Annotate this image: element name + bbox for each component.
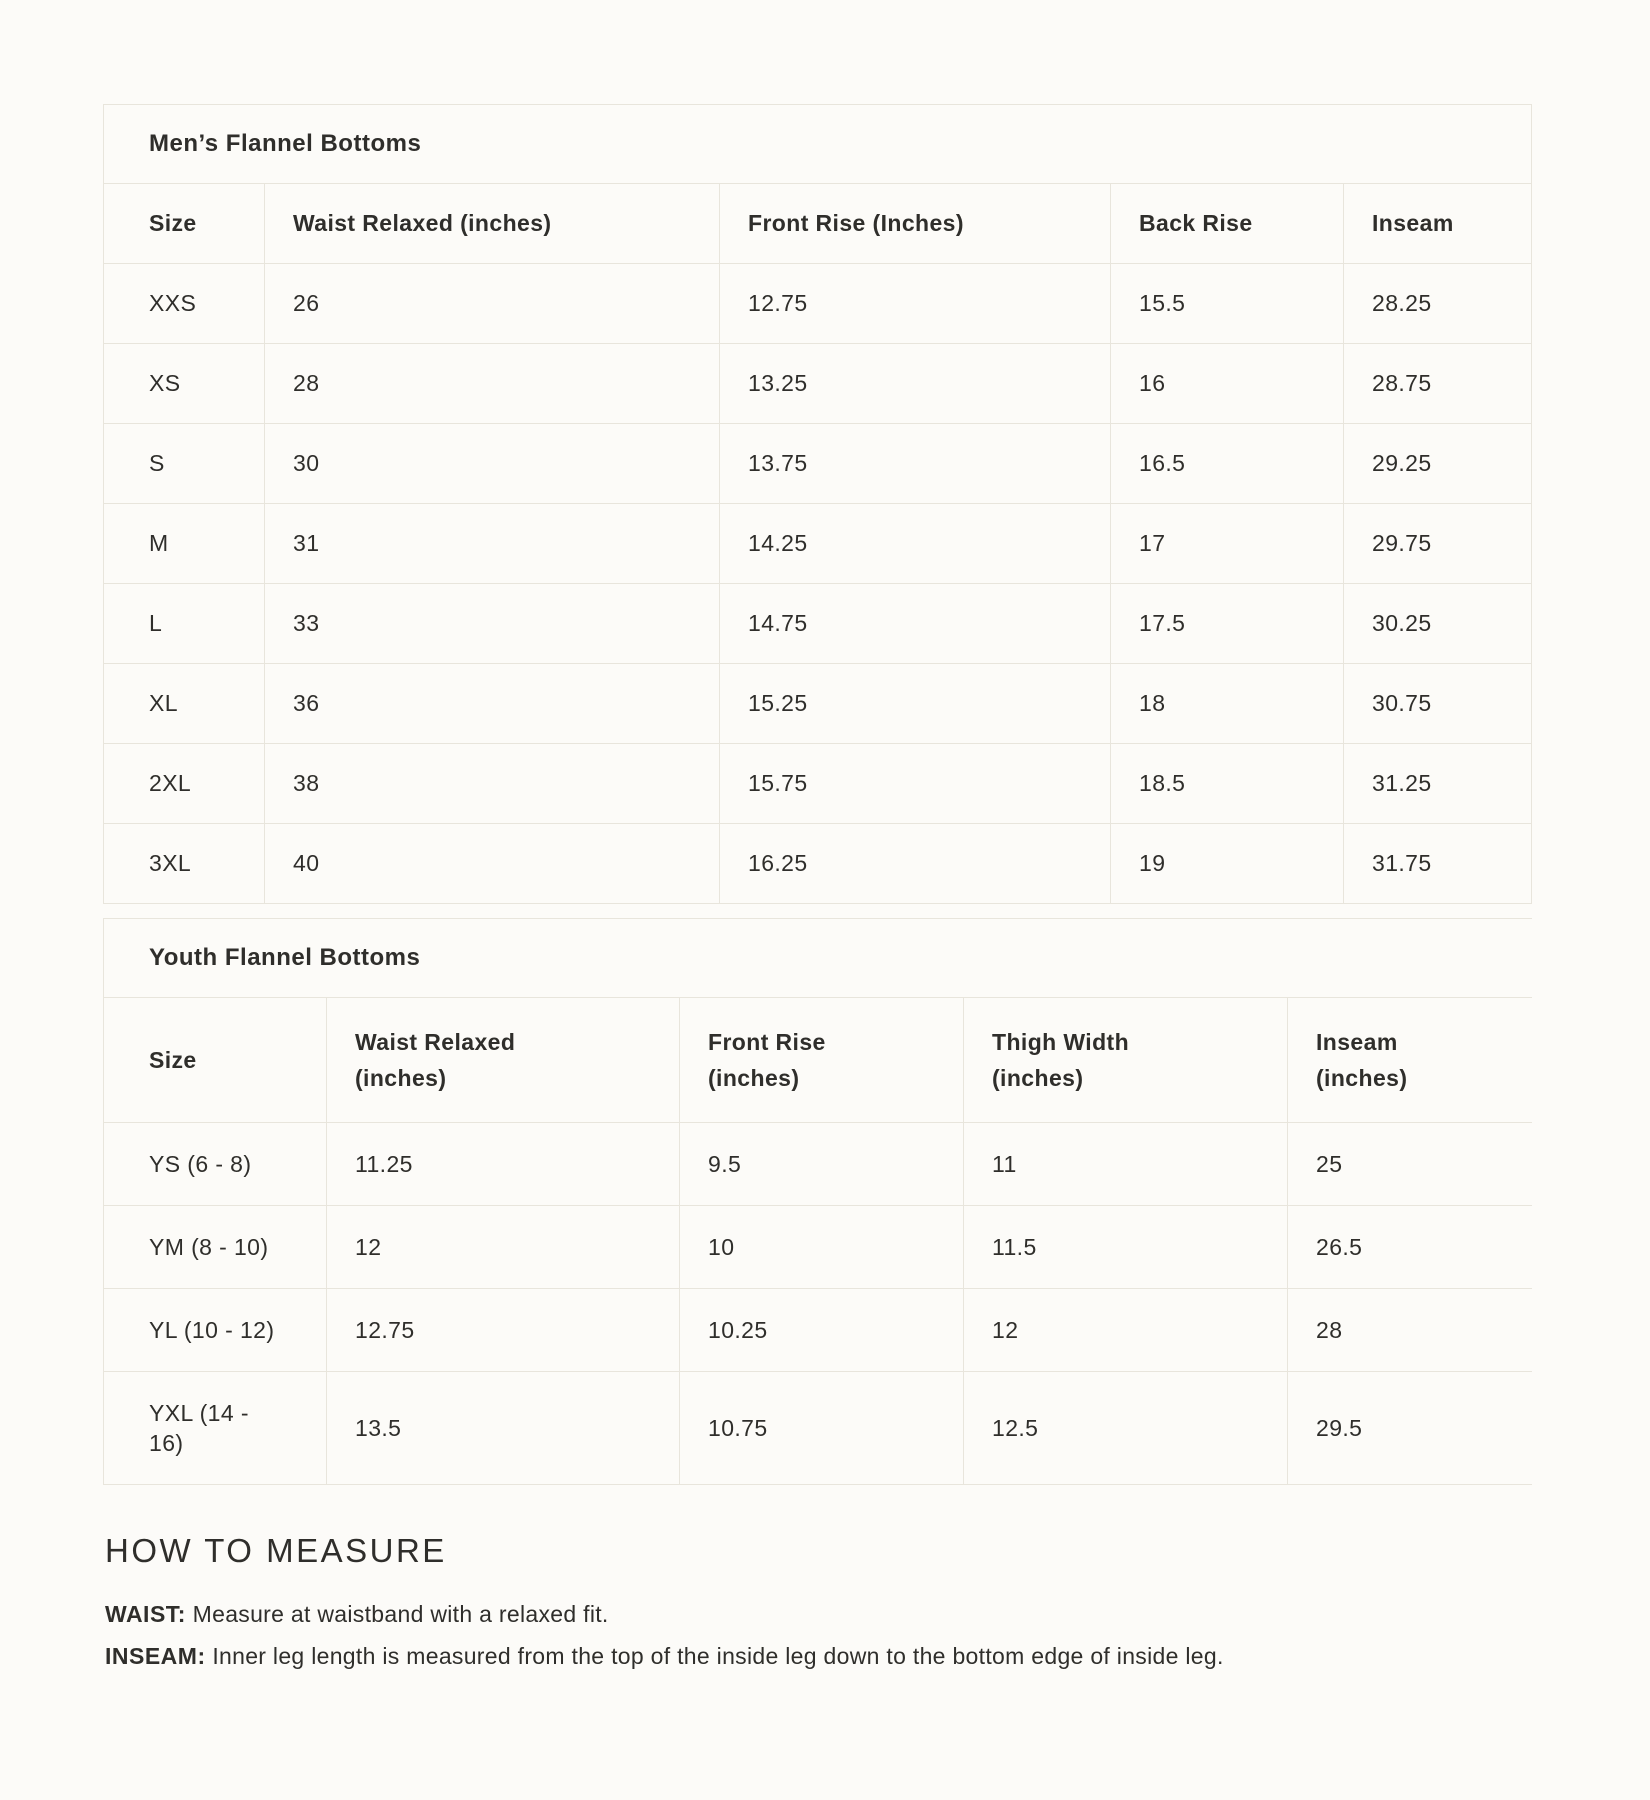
data-cell xyxy=(1111,344,1344,423)
cell-value: 13.25 xyxy=(748,370,808,396)
data-cell xyxy=(265,344,720,423)
data-cell xyxy=(964,1289,1288,1371)
cell-value: 30.75 xyxy=(1372,690,1432,716)
cell-value: 15.5 xyxy=(1139,290,1186,316)
data-cell xyxy=(680,1372,964,1484)
header-cell xyxy=(964,998,1288,1122)
data-cell xyxy=(720,584,1111,663)
cell-value: 28 xyxy=(293,370,320,396)
cell-value: 11 xyxy=(992,1151,1017,1177)
header-cell xyxy=(265,184,720,263)
cell-value: YXL (14 - 16) xyxy=(149,1400,249,1456)
data-cell xyxy=(1288,1289,1532,1371)
measure-note-waist xyxy=(105,1601,1532,1627)
data-cell xyxy=(1111,744,1344,823)
data-cell xyxy=(1344,504,1531,583)
data-cell xyxy=(265,664,720,743)
header-label: Inseam xyxy=(1372,210,1454,236)
header-label: Size xyxy=(149,210,197,236)
cell-value: 28.25 xyxy=(1372,290,1432,316)
header-cell xyxy=(680,998,964,1122)
cell-value: 15.25 xyxy=(748,690,808,716)
data-cell xyxy=(1111,424,1344,503)
data-cell xyxy=(1111,504,1344,583)
data-cell xyxy=(720,504,1111,583)
cell-value: 12 xyxy=(992,1317,1019,1343)
table-row xyxy=(104,1289,1532,1372)
header-cell xyxy=(1111,184,1344,263)
measure-note-inseam xyxy=(105,1643,1532,1669)
how-to-measure-heading: HOW TO MEASURE xyxy=(105,1532,447,1569)
data-cell xyxy=(1288,1123,1532,1205)
row-size-cell xyxy=(104,1123,327,1205)
data-cell xyxy=(1344,744,1531,823)
cell-value: 38 xyxy=(293,770,320,796)
cell-value: 18 xyxy=(1139,690,1166,716)
cell-value: 10.25 xyxy=(708,1317,768,1343)
table-row xyxy=(104,424,1531,504)
data-cell xyxy=(1111,664,1344,743)
table-row xyxy=(104,1372,1532,1484)
header-cell xyxy=(1344,184,1531,263)
header-cell xyxy=(104,998,327,1122)
table-row xyxy=(104,264,1531,344)
data-cell xyxy=(1344,264,1531,343)
data-cell xyxy=(964,1372,1288,1484)
cell-value: 14.25 xyxy=(748,530,808,556)
data-cell xyxy=(265,744,720,823)
table-row xyxy=(104,1123,1532,1206)
data-cell xyxy=(265,504,720,583)
cell-value: 40 xyxy=(293,850,320,876)
cell-value: 12 xyxy=(355,1234,382,1260)
cell-value: 11.25 xyxy=(355,1151,413,1177)
how-to-measure-section xyxy=(105,1531,1532,1669)
data-cell xyxy=(720,424,1111,503)
cell-value: 16.25 xyxy=(748,850,808,876)
cell-value: 12.5 xyxy=(992,1415,1039,1441)
table-gap xyxy=(103,904,1532,918)
youth-table-grid xyxy=(104,998,1532,1484)
data-cell xyxy=(720,824,1111,903)
data-cell xyxy=(327,1289,680,1371)
table-row xyxy=(104,1206,1532,1289)
data-cell xyxy=(265,424,720,503)
cell-value: 30.25 xyxy=(1372,610,1432,636)
cell-value: 13.75 xyxy=(748,450,808,476)
header-label: Front Rise (inches) xyxy=(708,1029,826,1091)
data-cell xyxy=(1288,1372,1532,1484)
cell-value: XL xyxy=(149,690,178,716)
mens-table-grid xyxy=(104,184,1531,903)
cell-value: 26.5 xyxy=(1316,1234,1363,1260)
data-cell xyxy=(265,824,720,903)
row-size-cell xyxy=(104,504,265,583)
row-size-cell xyxy=(104,824,265,903)
row-size-cell xyxy=(104,344,265,423)
cell-value: 16 xyxy=(1139,370,1166,396)
cell-value: 3XL xyxy=(149,850,192,876)
table-row xyxy=(104,344,1531,424)
data-cell xyxy=(265,264,720,343)
cell-value: 18.5 xyxy=(1139,770,1186,796)
cell-value: 28 xyxy=(1316,1317,1343,1343)
data-cell xyxy=(964,1206,1288,1288)
table-row xyxy=(104,744,1531,824)
data-cell xyxy=(720,664,1111,743)
row-size-cell xyxy=(104,264,265,343)
header-label: Size xyxy=(149,1047,197,1073)
data-cell xyxy=(720,744,1111,823)
header-label: Waist Relaxed (inches) xyxy=(355,1029,516,1091)
cell-value: 17.5 xyxy=(1139,610,1186,636)
cell-value: 33 xyxy=(293,610,320,636)
row-size-cell xyxy=(104,664,265,743)
cell-value: 25 xyxy=(1316,1151,1343,1177)
cell-value: 30 xyxy=(293,450,320,476)
row-size-cell xyxy=(104,424,265,503)
data-cell xyxy=(1344,664,1531,743)
waist-note-text: Measure at waistband with a relaxed fit. xyxy=(185,1601,609,1627)
cell-value: 10.75 xyxy=(708,1415,768,1441)
cell-value: 26 xyxy=(293,290,320,316)
row-size-cell xyxy=(104,1372,327,1484)
cell-value: 28.75 xyxy=(1372,370,1432,396)
cell-value: 19 xyxy=(1139,850,1166,876)
cell-value: 2XL xyxy=(149,770,192,796)
row-size-cell xyxy=(104,584,265,663)
data-cell xyxy=(680,1123,964,1205)
row-size-cell xyxy=(104,744,265,823)
cell-value: XXS xyxy=(149,290,197,316)
cell-value: YS (6 - 8) xyxy=(149,1151,252,1177)
header-label: Thigh Width (inches) xyxy=(992,1029,1130,1091)
cell-value: XS xyxy=(149,370,181,396)
data-cell xyxy=(1111,584,1344,663)
header-cell xyxy=(327,998,680,1122)
header-label: Front Rise (Inches) xyxy=(748,210,964,236)
header-cell xyxy=(1288,998,1532,1122)
inseam-note-text: Inner leg length is measured from the top of the inside leg down to the bottom edge of inside leg. xyxy=(205,1643,1224,1669)
table-header-row xyxy=(104,998,1532,1123)
data-cell xyxy=(720,344,1111,423)
table-row xyxy=(104,664,1531,744)
table-header-row xyxy=(104,184,1531,264)
data-cell xyxy=(720,264,1111,343)
data-cell xyxy=(327,1123,680,1205)
header-label: Back Rise xyxy=(1139,210,1253,236)
cell-value: 17 xyxy=(1139,530,1166,556)
header-cell xyxy=(104,184,265,263)
cell-value: 29.75 xyxy=(1372,530,1432,556)
data-cell xyxy=(1344,344,1531,423)
data-cell xyxy=(1344,424,1531,503)
data-cell xyxy=(680,1289,964,1371)
youth-size-table xyxy=(103,918,1532,1485)
data-cell xyxy=(1344,584,1531,663)
data-cell xyxy=(964,1123,1288,1205)
data-cell xyxy=(1111,264,1344,343)
cell-value: 31.75 xyxy=(1372,850,1432,876)
table-row xyxy=(104,504,1531,584)
data-cell xyxy=(327,1372,680,1484)
cell-value: 36 xyxy=(293,690,320,716)
cell-value: 16.5 xyxy=(1139,450,1186,476)
inseam-note-label: INSEAM: xyxy=(105,1643,206,1669)
waist-note-label: WAIST: xyxy=(105,1601,186,1627)
table-row xyxy=(104,584,1531,664)
cell-value: 29.25 xyxy=(1372,450,1432,476)
cell-value: 10 xyxy=(708,1234,735,1260)
data-cell xyxy=(265,584,720,663)
header-cell xyxy=(720,184,1111,263)
youth-table-title: Youth Flannel Bottoms xyxy=(104,919,1532,998)
cell-value: 31.25 xyxy=(1372,770,1432,796)
data-cell xyxy=(680,1206,964,1288)
cell-value: 29.5 xyxy=(1316,1415,1363,1441)
cell-value: S xyxy=(149,450,165,476)
header-label: Waist Relaxed (inches) xyxy=(293,210,552,236)
mens-table-title: Men’s Flannel Bottoms xyxy=(104,105,1531,184)
cell-value: YM (8 - 10) xyxy=(149,1234,269,1260)
cell-value: M xyxy=(149,530,169,556)
row-size-cell xyxy=(104,1206,327,1288)
data-cell xyxy=(1344,824,1531,903)
header-label: Inseam (inches) xyxy=(1316,1029,1408,1091)
cell-value: 31 xyxy=(293,530,320,556)
cell-value: 11.5 xyxy=(992,1234,1037,1260)
cell-value: 9.5 xyxy=(708,1151,742,1177)
cell-value: 12.75 xyxy=(355,1317,415,1343)
data-cell xyxy=(1288,1206,1532,1288)
mens-size-table xyxy=(103,104,1532,904)
cell-value: 14.75 xyxy=(748,610,808,636)
cell-value: YL (10 - 12) xyxy=(149,1317,275,1343)
data-cell xyxy=(1111,824,1344,903)
data-cell xyxy=(327,1206,680,1288)
cell-value: 13.5 xyxy=(355,1415,402,1441)
cell-value: L xyxy=(149,610,163,636)
row-size-cell xyxy=(104,1289,327,1371)
cell-value: 15.75 xyxy=(748,770,808,796)
table-row xyxy=(104,824,1531,903)
cell-value: 12.75 xyxy=(748,290,808,316)
